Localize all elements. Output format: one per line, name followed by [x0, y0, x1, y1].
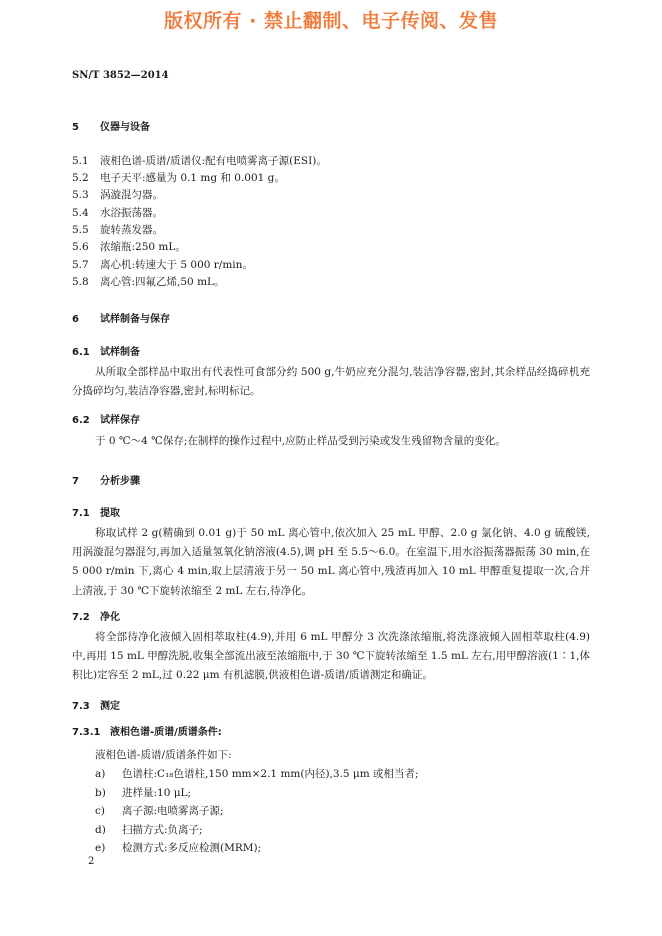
item-number: 5.1: [72, 155, 89, 167]
list-item: [95, 803, 224, 818]
item-text: 扫描方式:负离子;: [122, 824, 203, 836]
subsection-number: 7.3: [72, 701, 90, 712]
item-number: 5.3: [72, 189, 89, 201]
section-5-heading: [72, 118, 150, 133]
list-item: [95, 785, 191, 800]
paragraph: 于 0 ℃～4 ℃保存;在制样的操作过程中,应防止样品受到污染或发生残留物含量的变化。: [95, 435, 506, 447]
paragraph: 将全部待净化液倾入固相萃取柱(4.9),并用 6 mL 甲醇分 3 次洗涤浓缩瓶,将洗涤液倾入固相萃取柱(4.9)中,再用 15 mL 甲醇洗脱,收集全部流出液至浓缩瓶中,于 30 ℃下旋转浓缩至 1.5 mL 左右,用甲醇溶液(1∶1,体积比)定容至 2 mL,过 0.22 μm 有机滤膜,供液相色谱-质谱/质谱测定和确证。: [72, 631, 590, 682]
subsection-number: 7.1: [72, 508, 90, 519]
subsection-number: 6.1: [72, 347, 90, 358]
item-label: a): [95, 768, 106, 780]
subsection-7-2-heading: [72, 608, 120, 623]
item-text: 离子源:电喷雾离子源;: [122, 805, 224, 817]
item-text: 旋转蒸发器。: [100, 224, 163, 236]
paragraph: 称取试样 2 g(精确到 0.01 g)于 50 mL 离心管中,依次加入 25 mL 甲醇、2.0 g 氯化钠、4.0 g 硫酸镁,用涡漩混匀器混匀,再加入适量氢氧化钠溶液(4.5),调 pH 至 5.5～6.0。在室温下,用水浴振荡器振荡 30 min,在 5 000 r/min 下,离心 4 min,取上层清液于另一 50 mL 离心管中,残渣再加入 10 mL 甲醇重复提取一次,合并上清液,于 30 ℃下旋转浓缩至 2 mL 左右,待净化。: [72, 527, 590, 597]
item-label: b): [95, 787, 106, 799]
item-label: d): [95, 824, 106, 836]
list-item: [72, 153, 327, 168]
subsection-number: 6.2: [72, 415, 90, 426]
item-text: 涡漩混匀器。: [100, 189, 163, 201]
section-number: 6: [72, 314, 79, 325]
copyright-banner: 版权所有 · 禁止翻制、电子传阅、发售: [164, 10, 498, 32]
item-number: 5.4: [72, 207, 89, 219]
list-item: [72, 257, 253, 272]
item-text: 浓缩瓶:250 mL。: [100, 241, 186, 253]
subsection-number: 7.2: [72, 612, 90, 623]
list-item: [72, 170, 285, 185]
item-number: 5.6: [72, 241, 89, 253]
section-title: 试样制备与保存: [100, 314, 170, 325]
list-item: [72, 274, 225, 289]
section-number: 7: [72, 476, 79, 487]
list-item: [72, 222, 163, 237]
item-text: 检测方式:多反应检测(MRM);: [122, 842, 262, 854]
subsection-7-3-1-heading: [72, 723, 222, 738]
item-number: 5.7: [72, 259, 89, 271]
item-text: 色谱柱:C₁₈色谱柱,150 mm×2.1 mm(内径),3.5 μm 或相当者;: [122, 768, 419, 780]
subsection-7-3-heading: [72, 697, 120, 712]
item-number: 5.5: [72, 224, 89, 236]
list-item: [95, 840, 261, 855]
subsection-title: 试样制备: [100, 347, 140, 358]
section-title: 仪器与设备: [100, 122, 150, 133]
standard-number: SN/T 3852—2014: [72, 70, 169, 81]
item-text: 离心管:四氟乙烯,50 mL。: [100, 276, 225, 288]
list-item: [72, 187, 163, 202]
subsection-title: 提取: [100, 508, 120, 519]
page-number: 2: [88, 856, 95, 867]
item-text: 水浴振荡器。: [100, 207, 163, 219]
subsection-6-2-heading: [72, 411, 140, 426]
item-number: 5.8: [72, 276, 89, 288]
item-text: 电子天平:感量为 0.1 mg 和 0.001 g。: [100, 172, 285, 184]
subsection-number: 7.3.1: [72, 727, 101, 738]
section-number: 5: [72, 122, 79, 133]
item-text: 液相色谱-质谱/质谱仪:配有电喷雾离子源(ESI)。: [100, 155, 327, 167]
list-item: [72, 205, 163, 220]
subsection-title: 净化: [100, 612, 120, 623]
subsection-title: 测定: [100, 701, 120, 712]
item-label: e): [95, 842, 106, 854]
item-number: 5.2: [72, 172, 89, 184]
list-item: [95, 766, 419, 781]
conditions-intro: 液相色谱-质谱/质谱条件如下:: [95, 749, 232, 761]
subsection-title: 液相色谱-质谱/质谱条件:: [110, 727, 222, 738]
section-title: 分析步骤: [100, 476, 140, 487]
item-label: c): [95, 805, 105, 817]
section-7-heading: [72, 472, 140, 487]
subsection-title: 试样保存: [100, 415, 140, 426]
item-text: 进样量:10 μL;: [122, 787, 192, 799]
section-6-heading: [72, 310, 170, 325]
paragraph: 从所取全部样品中取出有代表性可食部分约 500 g,牛奶应充分混匀,装洁净容器,密封,其余样品经捣碎机充分捣碎均匀,装洁净容器,密封,标明标记。: [72, 366, 590, 398]
subsection-7-1-heading: [72, 504, 120, 519]
item-text: 离心机:转速大于 5 000 r/min。: [100, 259, 253, 271]
list-item: [95, 822, 203, 837]
subsection-6-1-heading: [72, 343, 140, 358]
list-item: [72, 239, 186, 254]
